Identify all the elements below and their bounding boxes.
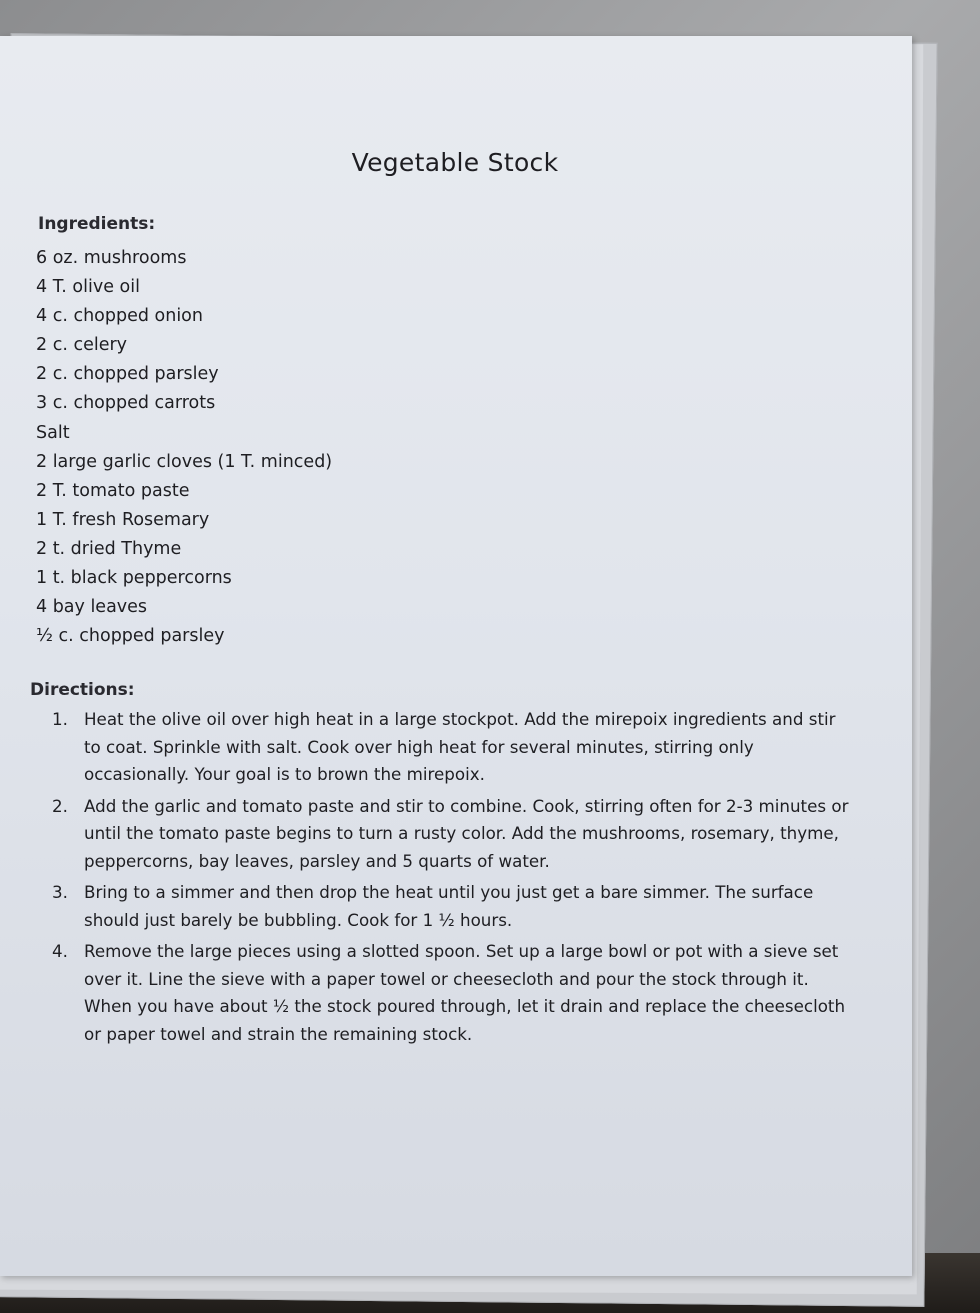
directions-heading: Directions: [30, 680, 135, 700]
step-text: Bring to a simmer and then drop the heat until you just get a bare simmer. The surface should just barely be bubbling. Cook for 1 ½ hours. [84, 882, 814, 930]
ingredient-item: 4 bay leaves [36, 597, 148, 618]
direction-step [52, 938, 852, 1048]
ingredients-list [36, 244, 332, 651]
ingredient-item: Salt [36, 422, 70, 443]
ingredients-heading: Ingredients: [38, 214, 156, 234]
direction-step [52, 793, 852, 876]
ingredient-item: 2 large garlic cloves (1 T. minced) [36, 451, 333, 472]
ingredient-item: 1 t. black peppercorns [36, 568, 232, 589]
step-number: 1. [52, 709, 68, 729]
ingredient-item: 2 c. chopped parsley [36, 364, 219, 385]
step-number: 4. [52, 941, 68, 961]
step-number: 3. [52, 882, 68, 902]
recipe-title: Vegetable Stock [351, 148, 559, 177]
step-text: Add the garlic and tomato paste and stir to combine. Cook, stirring often for 2-3 minutes or until the tomato paste begins to turn a rusty color. Add the mushrooms, rosemary, thyme, peppercorns, bay leaves, parsley and 5 quarts of water. [84, 795, 849, 871]
ingredient-item: 2 t. dried Thyme [36, 538, 182, 559]
step-text: Remove the large pieces using a slotted spoon. Set up a large bowl or pot with a sieve set over it. Line the sieve with a paper towel or cheesecloth and pour the stock through it. When you have about ½ the stock poured through, let it drain and replace the cheesecloth or paper towel and strain the remaining stock. [84, 941, 846, 1044]
ingredient-item: 2 c. celery [36, 335, 128, 356]
step-number: 2. [52, 795, 68, 816]
ingredient-item: 4 c. chopped onion [36, 306, 203, 327]
ingredient-item: ½ c. chopped parsley [36, 626, 225, 647]
directions-list [52, 706, 852, 1052]
ingredient-item: 3 c. chopped carrots [36, 393, 216, 414]
ingredient-item: 4 T. olive oil [36, 277, 140, 298]
ingredient-item: 1 T. fresh Rosemary [36, 509, 210, 530]
step-text: Heat the olive oil over high heat in a large stockpot. Add the mirepoix ingredients and stir to coat. Sprinkle with salt. Cook over high heat for several minutes, stirring only occasionally. Your goal is to brown the mirepoix. [84, 709, 836, 784]
ingredient-item: 6 oz. mushrooms [36, 248, 187, 268]
recipe-page [0, 36, 912, 1276]
direction-step [52, 706, 852, 789]
direction-step [52, 879, 852, 934]
ingredient-item: 2 T. tomato paste [36, 480, 190, 501]
